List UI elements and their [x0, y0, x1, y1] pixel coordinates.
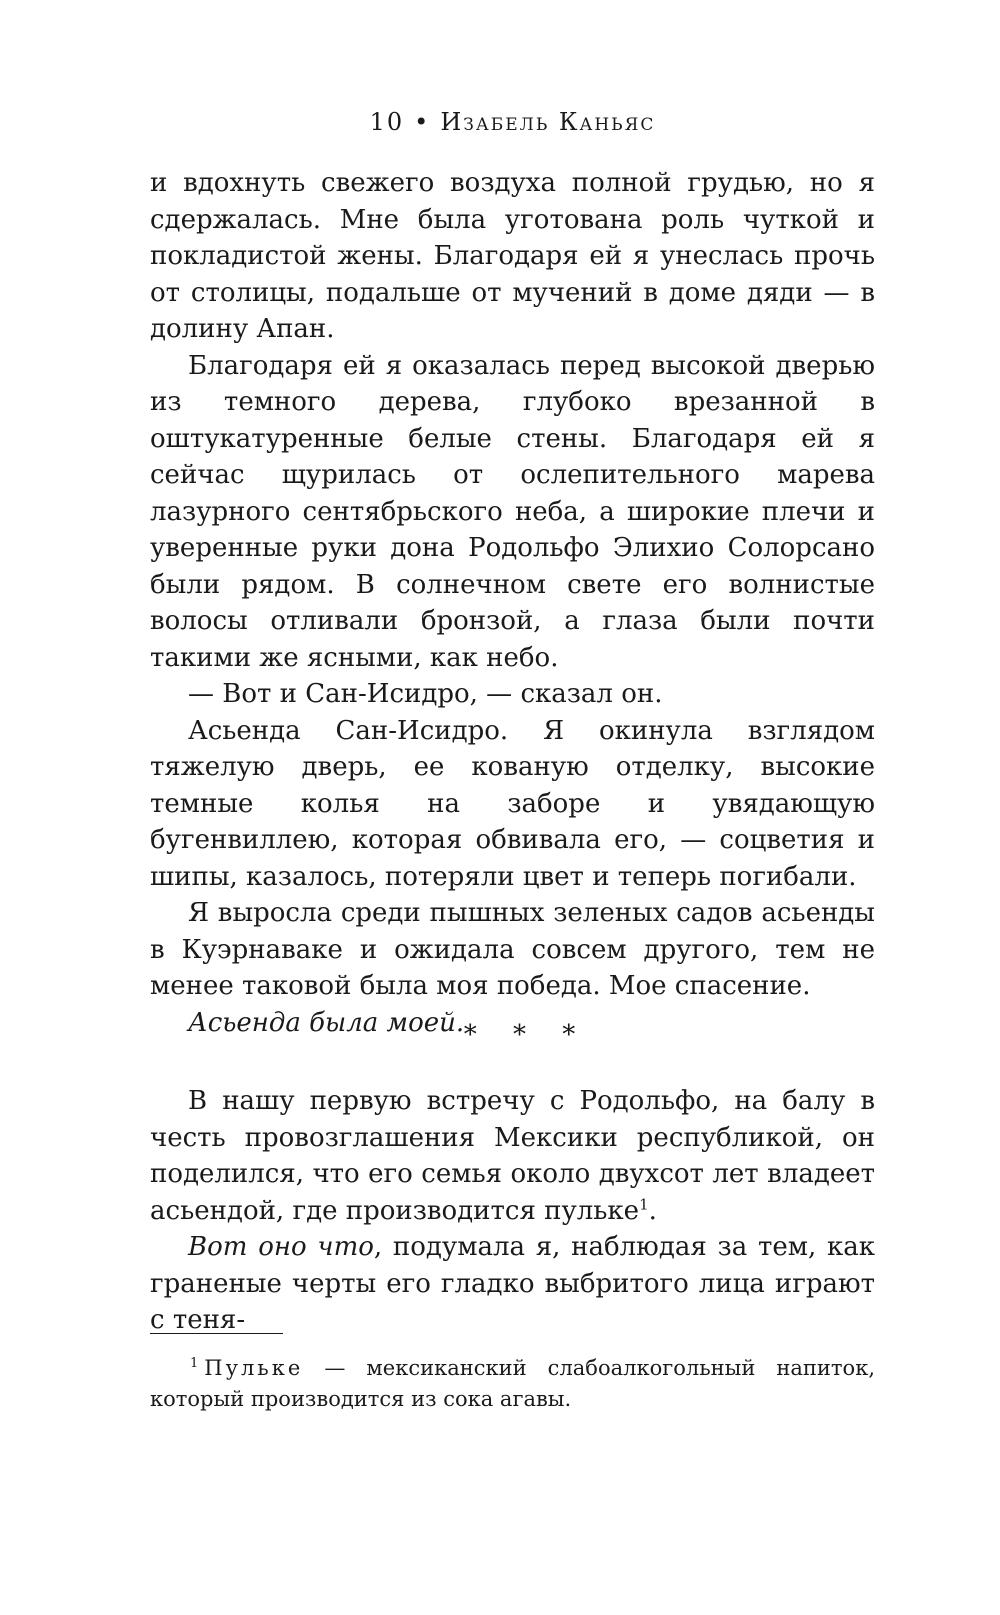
footnote-text: — мексиканский слабоалкогольный напиток, который производится из сока агавы.	[150, 1356, 875, 1411]
paragraph-6-italic: Асьенда была моей.	[188, 1007, 465, 1038]
footnote-marker: 1	[190, 1356, 199, 1371]
bullet-separator: •	[414, 108, 431, 136]
footnote-reference[interactable]: 1	[639, 1194, 649, 1213]
author-name: Изабель Каньяс	[440, 108, 656, 136]
paragraph-8-italic: Вот оно что	[188, 1232, 374, 1262]
paragraph-7-end: .	[648, 1195, 657, 1226]
paragraph-7-text: В нашу первую встречу с Родольфо, на балу в честь провозглашения Мексики республикой, он поделился, что его семья около двухсот лет владеет асьендой, где производится пульке	[150, 1086, 875, 1226]
section-separator: * * *	[463, 1020, 590, 1050]
running-head	[150, 108, 875, 136]
paragraph-3-dialogue: — Вот и Сан-Исидро, — сказал он.	[188, 679, 663, 709]
page-number: 10	[369, 108, 405, 136]
book-page	[150, 0, 875, 1615]
footnote	[150, 1353, 875, 1415]
chapter-text	[150, 165, 875, 1041]
footnote-paragraph	[150, 1353, 875, 1415]
section-text	[150, 1083, 875, 1339]
footnote-divider	[150, 1333, 283, 1334]
footnote-term: Пульке	[204, 1356, 304, 1380]
paragraph-8	[150, 1229, 875, 1339]
paragraph-1: и вдохнуть свежего воздуха полной грудью, но я сдержалась. Мне была уготована роль чуткой и покладистой жены. Благодаря ей я унеслась прочь от столицы, подальше от мучений в доме дяди — в долину Апан.	[150, 168, 875, 344]
paragraph-7	[150, 1083, 875, 1229]
paragraph-2: Благодаря ей я оказалась перед высокой дверью из темного дерева, глубоко врезанной в оштукатуренные белые стены. Благодаря ей я сейчас щурилась от ослепительного марева лазурного сентябрьского неба, а широкие плечи и уверенные руки дона Родольфо Элихио Солорсано были рядом. В солнечном свете его волнистые волосы отливали бронзой, а глаза были почти такими же ясными, как небо.	[150, 350, 875, 673]
paragraph-8-text: , подумала я, наблюдая за тем, как граненые черты его гладко выбритого лица играют с теня-	[150, 1232, 876, 1335]
paragraph-5: Я выросла среди пышных зеленых садов асьенды в Куэрнаваке и ожидала совсем другого, тем не менее таковой была моя победа. Мое спасение.	[150, 898, 875, 1001]
paragraph-4: Асьенда Сан-Исидро. Я окинула взглядом тяжелую дверь, ее кованую отделку, высокие темные колья на заборе и увядающую бугенвиллею, которая обвивала его, — соцветия и шипы, казалось, потеряли цвет и теперь погибали.	[150, 715, 875, 892]
